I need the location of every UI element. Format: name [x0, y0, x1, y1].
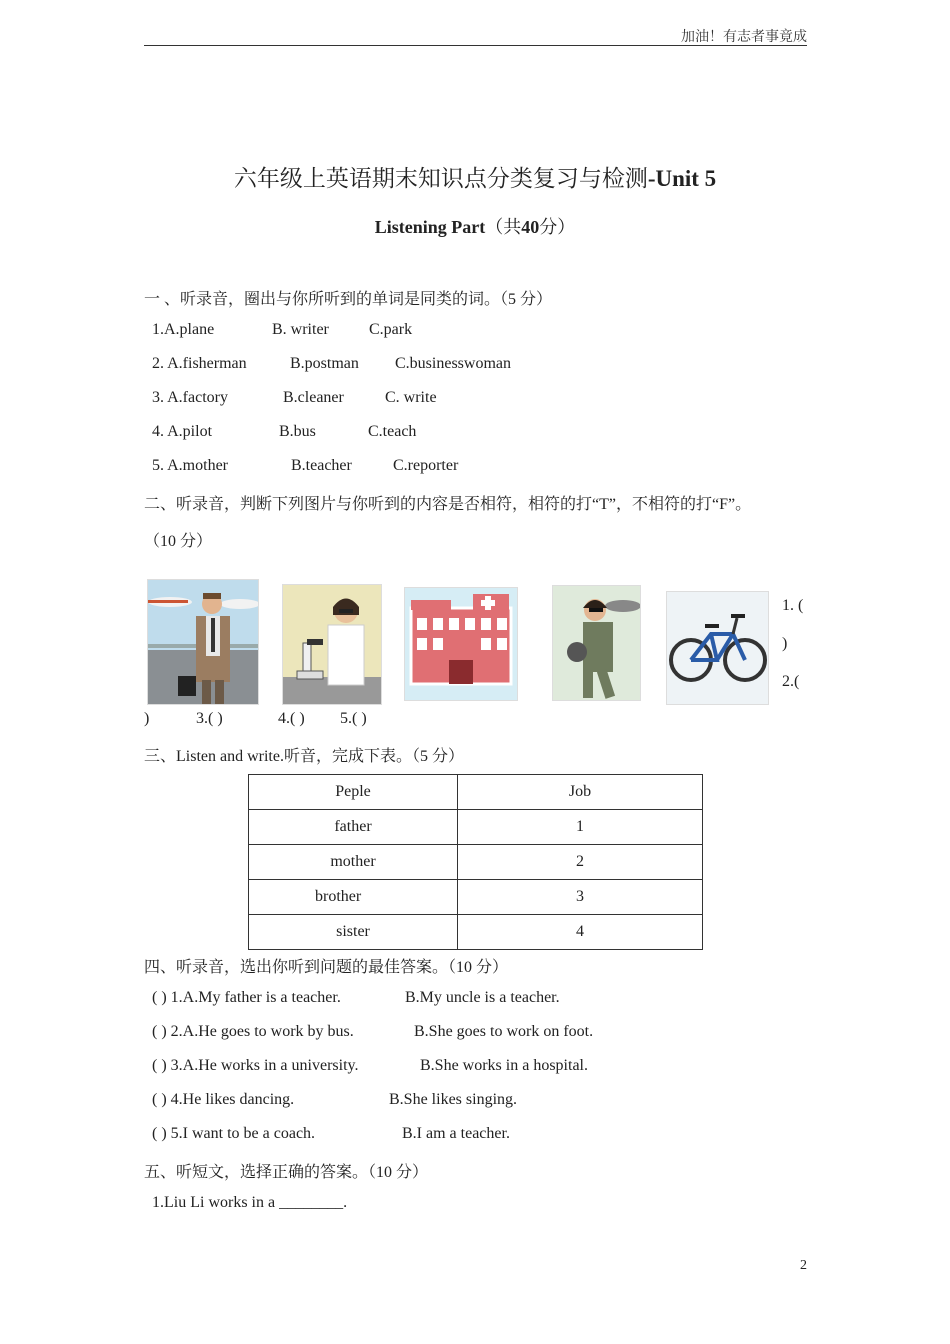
s1-item2-c: C.businesswoman: [395, 355, 511, 372]
s1-item2-b: B.postman: [290, 355, 359, 372]
table-row: [249, 845, 703, 880]
section2-heading-score: （10 分）: [144, 533, 213, 550]
hospital-building-image: [404, 587, 518, 701]
businessman-phone-airport-image: [147, 579, 259, 705]
s4-item3-q: ( ) 3.A.He works in a university.: [152, 1057, 359, 1074]
s1-item3-b: B.cleaner: [283, 389, 344, 406]
s2-blank-1-open: 1. (: [782, 597, 804, 614]
title-en: -Unit 5: [647, 166, 717, 191]
s4-item2-b: B.She goes to work on foot.: [414, 1023, 594, 1040]
s1-item3-c: C. write: [385, 389, 437, 406]
s1-item1-b: B. writer: [272, 321, 329, 338]
s4-item4-b: B.She likes singing.: [389, 1091, 518, 1108]
section4-heading: 四、听录音，选出你听到问题的最佳答案。（10 分）: [144, 959, 509, 976]
table-header-job: Job: [458, 775, 703, 810]
s4-item1-q: ( ) 1.A.My father is a teacher.: [152, 989, 341, 1006]
s1-item4-a: 4. A.pilot: [152, 423, 213, 440]
s1-item3-a: 3. A.factory: [152, 389, 228, 406]
subtitle-score: 40: [521, 217, 540, 237]
s1-item1-c: C.park: [369, 321, 413, 338]
scientist-microscope-image: [282, 584, 382, 705]
header-rule: [144, 45, 807, 46]
section3-heading: 三、Listen and write.听音，完成下表。（5 分）: [144, 748, 464, 765]
table-row: [249, 915, 703, 950]
section2-heading: 二、听录音，判断下列图片与你听到的内容是否相符，相符的打“T”，不相符的打“F”。: [144, 496, 752, 513]
s5-question-1: 1.Liu Li works in a ________.: [152, 1194, 348, 1211]
s1-item5-c: C.reporter: [393, 457, 459, 474]
s1-item1-a: 1.A.plane: [152, 321, 215, 338]
table-header-row: [249, 775, 703, 810]
jobs-table: [248, 774, 703, 950]
s4-item4-q: ( ) 4.He likes dancing.: [152, 1091, 295, 1108]
s2-blank-1-close: ): [782, 635, 788, 652]
table-cell-job: 1: [458, 810, 703, 845]
table-cell-job: 2: [458, 845, 703, 880]
header-motto: 加油！有志者事竟成: [681, 30, 807, 45]
s1-item4-b: B.bus: [279, 423, 316, 440]
pilot-woman-image: [552, 585, 641, 701]
s2-blank-2-close: ): [144, 710, 150, 727]
page-subtitle: [0, 213, 950, 239]
s4-item5-b: B.I am a teacher.: [402, 1125, 510, 1142]
table-row: [249, 810, 703, 845]
s1-item2-a: 2. A.fisherman: [152, 355, 247, 372]
table-cell-person: brother: [249, 880, 458, 915]
section1-heading: 一 、听录音，圈出与你所听到的单词是同类的词。（5 分）: [144, 291, 553, 308]
table-cell-person: father: [249, 810, 458, 845]
table-cell-job: 4: [458, 915, 703, 950]
subtitle-post: 分）: [539, 217, 576, 237]
s2-blank-3: 3.( ): [196, 710, 223, 727]
table-cell-job: 3: [458, 880, 703, 915]
s1-item4-c: C.teach: [368, 423, 417, 440]
s1-item5-b: B.teacher: [291, 457, 352, 474]
page-title: [0, 160, 950, 193]
s2-blank-2-open: 2.(: [782, 673, 800, 690]
subtitle-en: Listening Part: [374, 217, 486, 237]
table-cell-person: mother: [249, 845, 458, 880]
s2-blank-5: 5.( ): [340, 710, 367, 727]
s2-blank-4: 4.( ): [278, 710, 305, 727]
table-cell-person: sister: [249, 915, 458, 950]
page-number: 2: [800, 1258, 807, 1273]
s1-item5-a: 5. A.mother: [152, 457, 228, 474]
title-cn: 六年级上英语期末知识点分类复习与检测: [233, 166, 648, 191]
s4-item3-b: B.She works in a hospital.: [420, 1057, 588, 1074]
subtitle-pre: （共: [485, 217, 522, 237]
s4-item2-q: ( ) 2.A.He goes to work by bus.: [152, 1023, 354, 1040]
table-header-people: Peple: [249, 775, 458, 810]
s4-item5-q: ( ) 5.I want to be a coach.: [152, 1125, 316, 1142]
section5-heading: 五、听短文，选择正确的答案。（10 分）: [144, 1164, 429, 1181]
table-row: [249, 880, 703, 915]
s4-item1-b: B.My uncle is a teacher.: [405, 989, 560, 1006]
bicycle-image: [666, 591, 769, 705]
